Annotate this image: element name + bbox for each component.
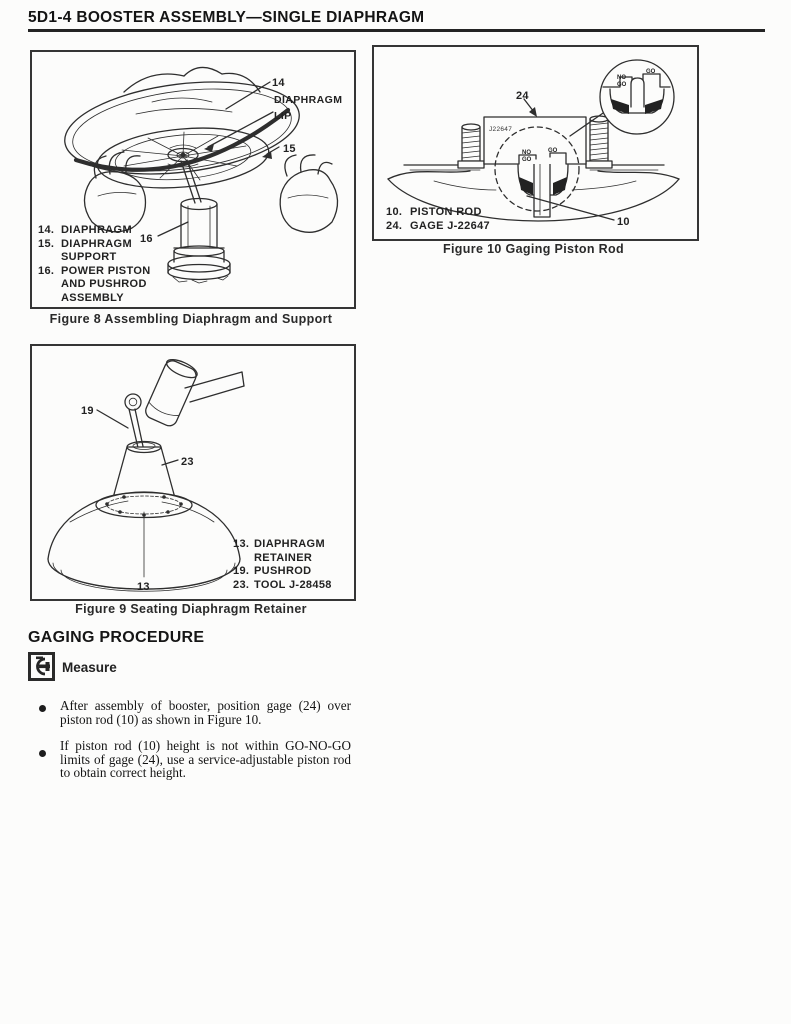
gage-marking: J22647 [489,126,513,133]
measure-label: Measure [62,660,117,675]
figure-10-legend [386,205,522,233]
legend-num: 13. [233,538,250,550]
page-title: 5D1-4 BOOSTER ASSEMBLY—SINGLE DIAPHRAGM [28,9,425,26]
no-go-label-no: NO [522,150,531,156]
legend-num: 19. [233,565,250,578]
legend-item [386,219,522,233]
legend-item [233,565,351,579]
go-label: GO [548,148,558,154]
callout-23: 23 [181,456,194,468]
inset-go-label: GO [646,69,656,75]
legend-text: PUSHROD [254,565,312,578]
legend-item [38,224,155,238]
legend-text: DIAPHRAGM [61,224,132,236]
figure-8-leader-lines [158,82,279,236]
legend-text: TOOL J-28458 [254,578,332,591]
no-go-label-go: GO [522,157,532,163]
figure-9-caption: Figure 9 Seating Diaphragm Retainer [75,602,307,616]
legend-num: 15. [38,237,55,250]
legend-item [38,238,155,265]
legend-item [233,579,351,593]
measure-icon [28,652,55,681]
pushrod-drawing [125,394,144,452]
go-no-go-inset [600,60,674,134]
callout-14-label-2: LIP [274,110,292,122]
legend-text: GAGE J-22647 [410,220,491,232]
hammer-drawing [143,356,244,428]
legend-item [386,205,522,219]
callout-13: 13 [137,581,150,593]
inset-no-go-label-go: GO [617,82,627,88]
legend-num: 24. [386,220,403,232]
seating-tool-drawing [113,442,175,499]
figure-9-legend [233,538,351,592]
section-heading: GAGING PROCEDURE [28,629,205,646]
legend-text: PISTON ROD [410,206,482,218]
callout-15: 15 [283,143,296,155]
callout-14-label-1: DIAPHRAGM [274,94,343,106]
procedure-step-1: After assembly of booster, position gage (24) over piston rod (10) as shown in Figure 10. [60,698,351,727]
legend-num: 10. [386,206,403,218]
legend-text: DIAPHRAGM SUPPORT [61,237,132,264]
figure-8-legend [38,224,155,306]
header-rule [28,29,765,32]
legend-num: 14. [38,224,55,236]
legend-item [233,538,351,565]
bullet-marker [39,705,46,712]
legend-num: 16. [38,264,55,277]
figure-8-box [30,50,356,309]
callout-16: 16 [140,233,153,245]
figure-8-caption: Figure 8 Assembling Diaphragm and Support [49,312,333,326]
legend-num: 23. [233,578,250,591]
callout-24: 24 [516,90,529,102]
inset-no-go-label-no: NO [617,75,626,81]
right-hand [280,155,337,232]
bullet-marker [39,750,46,757]
legend-text: DIAPHRAGM RETAINER [254,538,325,564]
callout-14: 14 [272,77,285,89]
legend-item [38,265,155,306]
procedure-step-2: If piston rod (10) height is not within GO-NO-GO limits of gage (24), use a service-adjustable piston rod to obtain correct height. [60,738,351,781]
legend-text: POWER PISTON AND PUSHROD ASSEMBLY [61,264,151,304]
callout-19: 19 [81,405,94,417]
figure-10-caption: Figure 10 Gaging Piston Rod [443,242,624,256]
figure-9-box [30,344,356,601]
figure-10-box [372,45,699,241]
callout-10: 10 [617,216,630,228]
micrometer-glyph [31,655,52,678]
